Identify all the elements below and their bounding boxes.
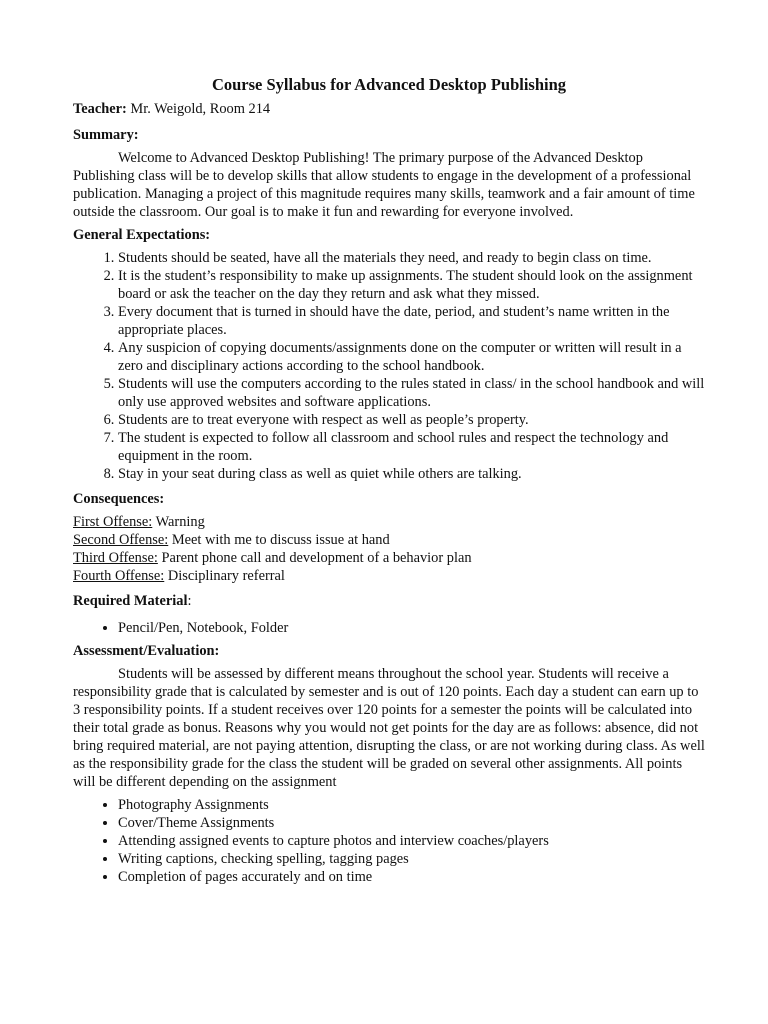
consequences-heading: Consequences: xyxy=(73,491,165,507)
offense-line xyxy=(73,531,705,549)
assessment-paragraph: Students will be assessed by different means throughout the school year. Students will receive a responsibility grade that is calculated by semester and is out of 120 points. Each day a student can earn up to 3 responsibility points. If a student receives over 120 points for a semester the points will be calculated into their total grade as bonus. Reasons why you would not get points for the day are as follows: absence, did not bring required material, are not paying attention, disrupting the class, or are not working during class. As well as the responsibility grade for the class the student will be graded on several other assignments. All points will be different depending on the assignment xyxy=(73,666,705,790)
expectation-item: 5. Students will use the computers according to the rules stated in class/ in the school handbook and will only use approved websites and software applications. xyxy=(118,375,705,411)
offense-label: Second Offense: xyxy=(73,532,169,548)
offense-text: Disciplinary referral xyxy=(164,568,285,584)
expectation-item: 4. Any suspicion of copying documents/assignments done on the computer or written will result in a zero and disciplinary actions according to the school handbook. xyxy=(118,339,705,375)
offense-line xyxy=(73,513,705,531)
teacher-value: Mr. Weigold, Room 214 xyxy=(126,101,271,117)
assessment-heading: Assessment/Evaluation: xyxy=(73,643,220,659)
required-material-label: Required Material xyxy=(73,593,188,609)
expectation-item: 7. The student is expected to follow all classroom and school rules and respect the technology and equipment in the room. xyxy=(118,429,705,465)
offense-line xyxy=(73,567,705,585)
offense-text: Parent phone call and development of a behavior plan xyxy=(157,550,472,566)
consequences-list xyxy=(73,513,705,585)
required-material-heading xyxy=(73,592,705,610)
teacher-label: Teacher: xyxy=(73,101,127,117)
expectation-item: 1. Students should be seated, have all the materials they need, and ready to begin class on time. xyxy=(118,249,705,267)
assessment-item: • Cover/Theme Assignments xyxy=(118,814,705,832)
summary-heading: Summary: xyxy=(73,127,139,143)
offense-line xyxy=(73,549,705,567)
page-title: Course Syllabus for Advanced Desktop Publishing xyxy=(211,75,567,94)
required-material-colon: : xyxy=(187,593,192,609)
offense-text: Meet with me to discuss issue at hand xyxy=(168,532,390,548)
teacher-line xyxy=(73,100,705,118)
material-item: • Pencil/Pen, Notebook, Folder xyxy=(118,619,705,637)
assessment-item: • Attending assigned events to capture photos and interview coaches/players xyxy=(118,832,705,850)
expectation-item: 3. Every document that is turned in should have the date, period, and student’s name written in the appropriate places. xyxy=(118,303,705,339)
offense-text: Warning xyxy=(152,514,205,530)
syllabus-page xyxy=(73,74,705,891)
summary-paragraph: Welcome to Advanced Desktop Publishing! The primary purpose of the Advanced Desktop Publishing class will be to develop skills that allow students to engage in the development of a professional publication. Managing a project of this magnitude requires many skills, teamwork and a fair amount of time outside the classroom. Our goal is to make it fun and rewarding for everyone involved. xyxy=(73,150,695,220)
assessment-item: • Writing captions, checking spelling, tagging pages xyxy=(118,850,705,868)
expectation-item: 6. Students are to treat everyone with respect as well as people’s property. xyxy=(118,411,705,429)
expectation-item: 2. It is the student’s responsibility to make up assignments. The student should look on the assignment board or ask the teacher on the day they return and ask what they missed. xyxy=(118,267,705,303)
assessment-item: • Photography Assignments xyxy=(118,796,705,814)
expectations-list xyxy=(73,249,705,483)
offense-label: Third Offense: xyxy=(73,550,158,566)
expectations-heading: General Expectations: xyxy=(73,227,211,243)
expectation-item: 8. Stay in your seat during class as well as quiet while others are talking. xyxy=(118,465,705,483)
offense-label: First Offense: xyxy=(73,514,153,530)
assessments-list xyxy=(73,796,705,886)
materials-list xyxy=(73,619,705,637)
offense-label: Fourth Offense: xyxy=(73,568,165,584)
assessment-item: • Completion of pages accurately and on time xyxy=(118,868,705,886)
